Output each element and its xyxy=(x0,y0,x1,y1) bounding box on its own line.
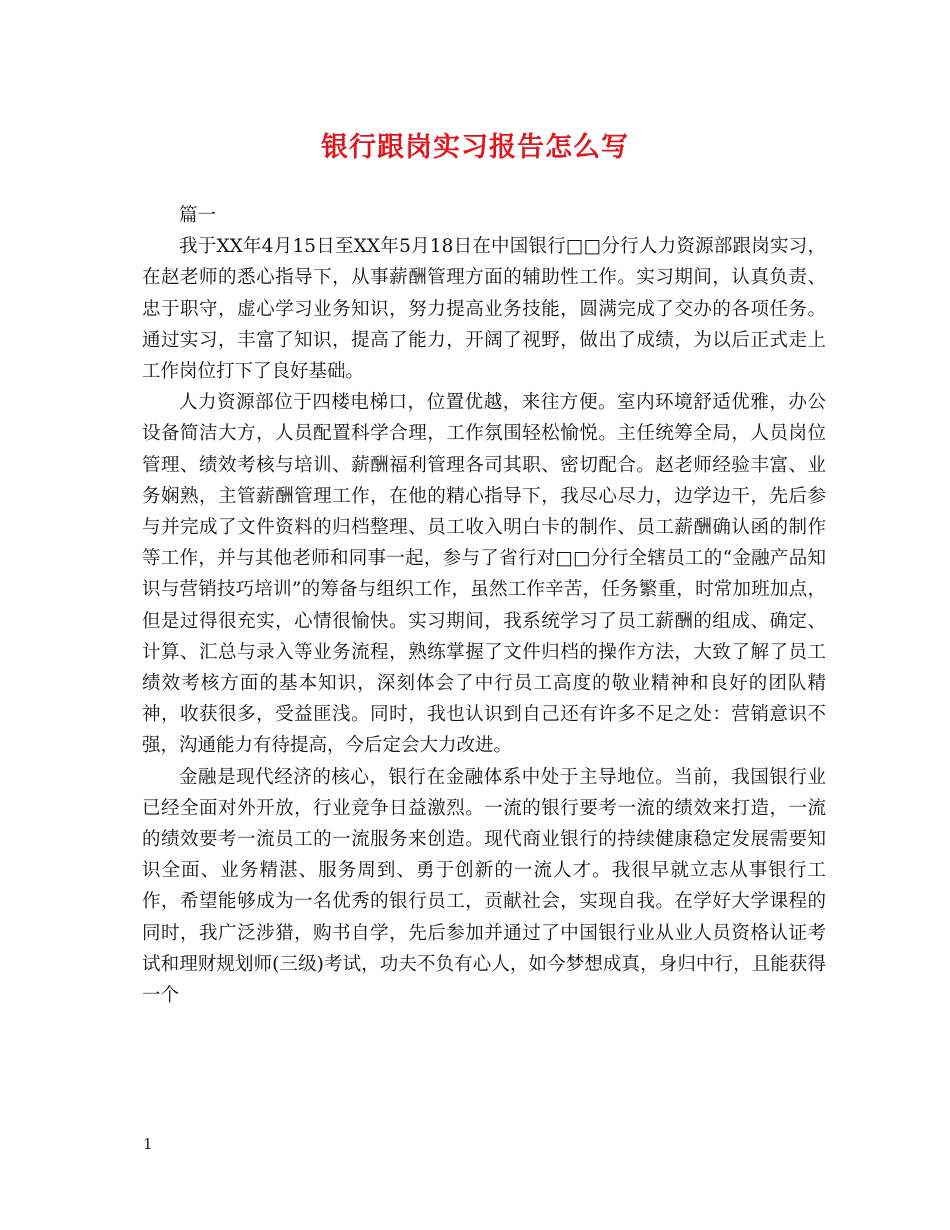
page-number: 1 xyxy=(143,1135,153,1153)
document-title: 银行跟岗实习报告怎么写 xyxy=(321,132,629,163)
paragraph-2: 人力资源部位于四楼电梯口，位置优越，来往方便。室内环境舒适优雅，办公设备简洁大方，人员配置科学合理，工作氛围轻松愉悦。主任统筹全局，人员岗位管理、绩效考核与培训、薪酬福利管理各司其职、密切配合。赵老师经验丰富、业务娴熟，主管薪酬管理工作，在他的精心指导下，我尽心尽力，边学边干，先后参与并完成了文件资料的归档整理、员工收入明白卡的制作、员工薪酬确认函的制作等工作，并与其他老师和同事一起，参与了省行对□□分行全辖员工的“金融产品知识与营销技巧培训”的筹备与组织工作，虽然工作辛苦，任务繁重，时常加班加点，但是过得很充实，心情很愉快。实习期间，我系统学习了员工薪酬的组成、确定、计算、汇总与录入等业务流程，熟练掌握了文件归档的操作方法，大致了解了员工绩效考核方面的基本知识，深刻体会了中行员工高度的敬业精神和良好的团队精神，收获很多，受益匪浅。同时，我也认识到自己还有许多不足之处：营销意识不强，沟通能力有待提高，今后定会大力改进。 xyxy=(142,392,826,757)
paragraph-3: 金融是现代经济的核心，银行在金融体系中处于主导地位。当前，我国银行业已经全面对外开放，行业竞争日益激烈。一流的银行要考一流的绩效来打造，一流的绩效要考一流员工的一流服务来创造。现代商业银行的持续健康稳定发展需要知识全面、业务精湛、服务周到、勇于创新的一流人才。我很早就立志从事银行工作，希望能够成为一名优秀的银行员工，贡献社会，实现自我。在学好大学课程的同时，我广泛涉猎，购书自学，先后参加并通过了中国银行业从业人员资格认证考试和理财规划师(三级)考试，功夫不负有心人，如今梦想成真，身归中行，且能获得一个 xyxy=(142,766,826,1007)
document-body xyxy=(142,200,826,1011)
paragraph-1: 我于XX年4月15日至XX年5月18日在中国银行□□分行人力资源部跟岗实习，在赵老师的悉心指导下，从事薪酬管理方面的辅助性工作。实习期间，认真负责、忠于职守，虚心学习业务知识，努力提高业务技能，圆满完成了交办的各项任务。通过实习，丰富了知识，提高了能力，开阔了视野，做出了成绩，为以后正式走上工作岗位打下了良好基础。 xyxy=(142,236,826,383)
section-label: 篇一 xyxy=(179,205,217,226)
